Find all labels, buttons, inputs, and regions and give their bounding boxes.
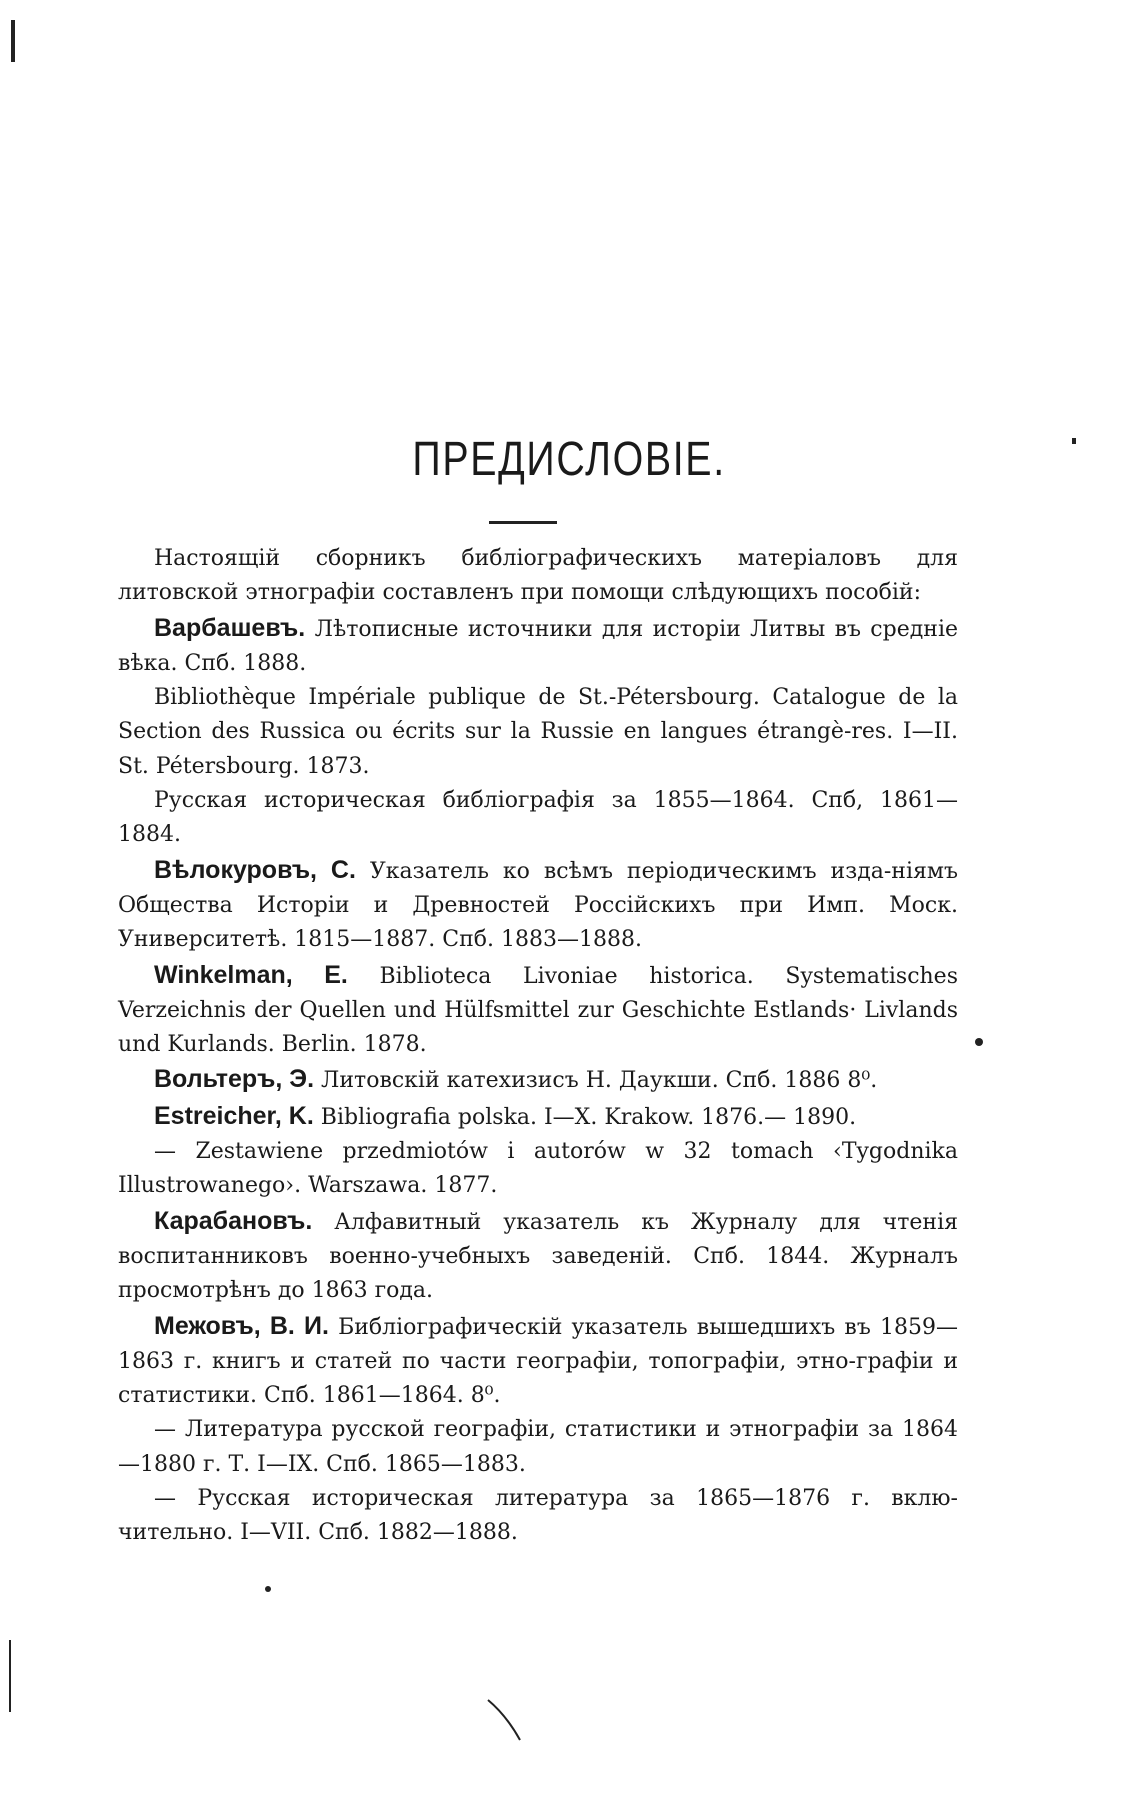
bibliography-entry <box>118 853 958 958</box>
entry-text: — Литература русской географіи, статистики и этнографіи за 1864—1880 г. Т. I—IX. Спб. 1865—1883. <box>118 1417 958 1477</box>
margin-mark-left <box>9 1640 11 1712</box>
bibliography-entry <box>118 1099 958 1135</box>
entry-text: Алфавитный указатель къ Журналу для чтенія воспитанниковъ военно-учебныхъ заведеній. Спб. 1844. Журналъ просмотрѣнъ до 1863 года. <box>118 1209 958 1304</box>
bibliography-entry <box>118 1482 958 1551</box>
bibliography-entry <box>118 1204 958 1309</box>
dot-right <box>975 1038 983 1046</box>
entry-text: Библіографическій указатель вышедшихъ въ 1859—1863 г. книгъ и статей по части географіи, топографіи, этно-графіи и статистики. Спб. 1861—1864. 8⁰. <box>118 1314 958 1409</box>
entry-author: Winkelman, E. <box>154 960 348 989</box>
bibliography-entry <box>118 611 958 682</box>
entry-author: Вольтеръ, Э. <box>154 1065 315 1094</box>
entry-text: Указатель ко всѣмъ періодическимъ изда-ніямъ Общества Исторіи и Древностей Россійскихъ при Имп. Моск. Университетѣ. 1815—1887. Спб. 1883—1888. <box>118 858 958 953</box>
entry-text: — Zestawiene przedmiotów i autorów w 32 tomach ‹Tygodnika Illustrowanego›. Warszawa. 1877. <box>118 1139 958 1199</box>
bibliography-entry <box>118 958 958 1063</box>
bibliography-entry <box>118 1413 958 1482</box>
intro-paragraph: Настоящій сборникъ библіографическихъ матеріаловъ для литовской этнографіи составленъ при помощи слѣдующихъ пособій: <box>118 546 958 606</box>
page-title: ПРЕДИСЛОВІЕ. <box>412 433 726 486</box>
bibliography-entry <box>118 681 958 784</box>
body-text <box>118 542 958 1551</box>
entry-text: Русская историческая библіографія за 1855—1864. Спб, 1861—1884. <box>118 788 958 848</box>
bibliography-entry <box>118 784 958 853</box>
entry-author: Межовъ, В. И. <box>154 1311 329 1340</box>
bibliography-entry <box>118 1062 958 1098</box>
entry-text: Bibliothèque Impériale publique de St.-Pétersbourg. Catalogue de la Section des Russica ou écrits sur la Russie en langues étrangè-res. I—II. St. Pétersbourg. 1873. <box>118 685 958 779</box>
dot-top <box>1072 438 1076 444</box>
entry-text: Лѣтописные источники для исторіи Литвы въ средніе вѣка. Спб. 1888. <box>118 616 958 676</box>
stroke-mark-bottom <box>486 1696 526 1746</box>
entry-text: Литовскій катехизисъ Н. Даукши. Спб. 1886 8⁰. <box>314 1068 878 1094</box>
entry-text: — Русская историческая литература за 1865—1876 г. вклю-чительно. I—VII. Спб. 1882—1888. <box>118 1486 958 1546</box>
margin-mark-top-left <box>11 20 15 62</box>
entry-text: Bibliotеca Livoniae historica. Systematisches Verzeichnis der Quellen und Hülfsmittel zur Geschichte Estlands· Livlands und Kurlands. Berlin. 1878. <box>118 963 958 1058</box>
entry-text: Bibliografia polska. I—X. Krakow. 1876.— 1890. <box>313 1104 857 1130</box>
entry-author: Вѣлокуровъ, С. <box>154 855 356 884</box>
dot-bottom <box>265 1586 271 1592</box>
bibliography-entry <box>118 1135 958 1204</box>
entry-author: Варбашевъ. <box>154 613 306 642</box>
entry-author: Estreicher, K. <box>154 1101 314 1130</box>
title-rule <box>489 521 557 524</box>
bibliography-entry <box>118 1309 958 1414</box>
entry-author: Карабановъ. <box>154 1206 313 1235</box>
